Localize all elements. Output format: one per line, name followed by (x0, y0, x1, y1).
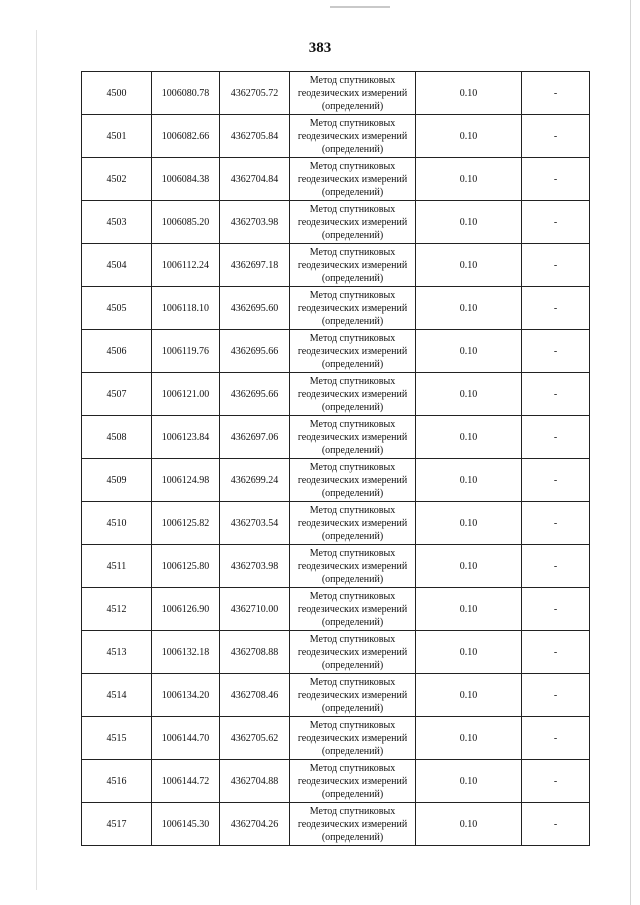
x-coordinate-cell: 1006144.70 (152, 717, 220, 760)
accuracy-cell: 0.10 (416, 115, 522, 158)
accuracy-cell: 0.10 (416, 459, 522, 502)
note-cell: - (522, 459, 590, 502)
x-coordinate-cell: 1006144.72 (152, 760, 220, 803)
table-row (82, 115, 590, 158)
x-coordinate-cell: 1006082.66 (152, 115, 220, 158)
point-number-cell: 4511 (82, 545, 152, 588)
y-coordinate-cell: 4362697.18 (220, 244, 290, 287)
x-coordinate-cell: 1006134.20 (152, 674, 220, 717)
y-coordinate-cell: 4362704.84 (220, 158, 290, 201)
y-coordinate-cell: 4362699.24 (220, 459, 290, 502)
table-row (82, 631, 590, 674)
note-cell: - (522, 201, 590, 244)
note-cell: - (522, 287, 590, 330)
x-coordinate-cell: 1006084.38 (152, 158, 220, 201)
accuracy-cell: 0.10 (416, 287, 522, 330)
point-number-cell: 4500 (82, 72, 152, 115)
accuracy-cell: 0.10 (416, 631, 522, 674)
scan-artifact-right-edge (630, 0, 631, 905)
point-number-cell: 4504 (82, 244, 152, 287)
note-cell: - (522, 717, 590, 760)
table-row (82, 760, 590, 803)
x-coordinate-cell: 1006123.84 (152, 416, 220, 459)
point-number-cell: 4515 (82, 717, 152, 760)
x-coordinate-cell: 1006125.82 (152, 502, 220, 545)
table-row (82, 373, 590, 416)
accuracy-cell: 0.10 (416, 803, 522, 846)
x-coordinate-cell: 1006145.30 (152, 803, 220, 846)
method-cell: Метод спутниковых геодезических измерений (определений) (290, 760, 416, 803)
method-cell: Метод спутниковых геодезических измерений (определений) (290, 459, 416, 502)
note-cell: - (522, 588, 590, 631)
table-row (82, 201, 590, 244)
method-cell: Метод спутниковых геодезических измерений (определений) (290, 158, 416, 201)
point-number-cell: 4505 (82, 287, 152, 330)
y-coordinate-cell: 4362695.66 (220, 373, 290, 416)
method-cell: Метод спутниковых геодезических измерений (определений) (290, 373, 416, 416)
y-coordinate-cell: 4362708.88 (220, 631, 290, 674)
point-number-cell: 4503 (82, 201, 152, 244)
table-body (82, 72, 590, 846)
page-number: 383 (308, 40, 332, 56)
method-cell: Метод спутниковых геодезических измерений (определений) (290, 631, 416, 674)
table-row (82, 244, 590, 287)
method-cell: Метод спутниковых геодезических измерений (определений) (290, 674, 416, 717)
table-row (82, 588, 590, 631)
method-cell: Метод спутниковых геодезических измерений (определений) (290, 115, 416, 158)
y-coordinate-cell: 4362703.54 (220, 502, 290, 545)
note-cell: - (522, 244, 590, 287)
table-row (82, 545, 590, 588)
method-cell: Метод спутниковых геодезических измерений (определений) (290, 201, 416, 244)
point-number-cell: 4501 (82, 115, 152, 158)
x-coordinate-cell: 1006124.98 (152, 459, 220, 502)
accuracy-cell: 0.10 (416, 674, 522, 717)
point-number-cell: 4502 (82, 158, 152, 201)
accuracy-cell: 0.10 (416, 416, 522, 459)
y-coordinate-cell: 4362703.98 (220, 201, 290, 244)
point-number-cell: 4507 (82, 373, 152, 416)
point-number-cell: 4514 (82, 674, 152, 717)
method-cell: Метод спутниковых геодезических измерений (определений) (290, 545, 416, 588)
x-coordinate-cell: 1006119.76 (152, 330, 220, 373)
accuracy-cell: 0.10 (416, 72, 522, 115)
accuracy-cell: 0.10 (416, 545, 522, 588)
point-number-cell: 4506 (82, 330, 152, 373)
accuracy-cell: 0.10 (416, 373, 522, 416)
y-coordinate-cell: 4362695.66 (220, 330, 290, 373)
x-coordinate-cell: 1006126.90 (152, 588, 220, 631)
scan-artifact-top (330, 6, 390, 8)
note-cell: - (522, 72, 590, 115)
y-coordinate-cell: 4362703.98 (220, 545, 290, 588)
note-cell: - (522, 803, 590, 846)
point-number-cell: 4513 (82, 631, 152, 674)
table-row (82, 287, 590, 330)
method-cell: Метод спутниковых геодезических измерений (определений) (290, 330, 416, 373)
accuracy-cell: 0.10 (416, 588, 522, 631)
accuracy-cell: 0.10 (416, 201, 522, 244)
y-coordinate-cell: 4362705.62 (220, 717, 290, 760)
accuracy-cell: 0.10 (416, 330, 522, 373)
table-row (82, 72, 590, 115)
point-number-cell: 4510 (82, 502, 152, 545)
note-cell: - (522, 330, 590, 373)
note-cell: - (522, 373, 590, 416)
method-cell: Метод спутниковых геодезических измерений (определений) (290, 72, 416, 115)
y-coordinate-cell: 4362704.26 (220, 803, 290, 846)
accuracy-cell: 0.10 (416, 760, 522, 803)
note-cell: - (522, 158, 590, 201)
coordinates-table (81, 71, 590, 846)
accuracy-cell: 0.10 (416, 158, 522, 201)
x-coordinate-cell: 1006112.24 (152, 244, 220, 287)
y-coordinate-cell: 4362710.00 (220, 588, 290, 631)
scan-artifact-left-margin (36, 30, 37, 890)
accuracy-cell: 0.10 (416, 502, 522, 545)
point-number-cell: 4508 (82, 416, 152, 459)
method-cell: Метод спутниковых геодезических измерений (определений) (290, 803, 416, 846)
note-cell: - (522, 760, 590, 803)
point-number-cell: 4517 (82, 803, 152, 846)
x-coordinate-cell: 1006125.80 (152, 545, 220, 588)
x-coordinate-cell: 1006118.10 (152, 287, 220, 330)
accuracy-cell: 0.10 (416, 244, 522, 287)
method-cell: Метод спутниковых геодезических измерений (определений) (290, 416, 416, 459)
y-coordinate-cell: 4362704.88 (220, 760, 290, 803)
note-cell: - (522, 115, 590, 158)
point-number-cell: 4516 (82, 760, 152, 803)
point-number-cell: 4509 (82, 459, 152, 502)
y-coordinate-cell: 4362708.46 (220, 674, 290, 717)
y-coordinate-cell: 4362695.60 (220, 287, 290, 330)
table-row (82, 158, 590, 201)
x-coordinate-cell: 1006132.18 (152, 631, 220, 674)
accuracy-cell: 0.10 (416, 717, 522, 760)
table-row (82, 459, 590, 502)
point-number-cell: 4512 (82, 588, 152, 631)
table-row (82, 330, 590, 373)
x-coordinate-cell: 1006085.20 (152, 201, 220, 244)
note-cell: - (522, 416, 590, 459)
table-row (82, 502, 590, 545)
table-row (82, 717, 590, 760)
method-cell: Метод спутниковых геодезических измерений (определений) (290, 588, 416, 631)
note-cell: - (522, 502, 590, 545)
table-row (82, 674, 590, 717)
note-cell: - (522, 631, 590, 674)
method-cell: Метод спутниковых геодезических измерений (определений) (290, 287, 416, 330)
note-cell: - (522, 674, 590, 717)
table-row (82, 803, 590, 846)
y-coordinate-cell: 4362705.72 (220, 72, 290, 115)
method-cell: Метод спутниковых геодезических измерений (определений) (290, 244, 416, 287)
table-row (82, 416, 590, 459)
method-cell: Метод спутниковых геодезических измерений (определений) (290, 502, 416, 545)
y-coordinate-cell: 4362697.06 (220, 416, 290, 459)
method-cell: Метод спутниковых геодезических измерений (определений) (290, 717, 416, 760)
note-cell: - (522, 545, 590, 588)
y-coordinate-cell: 4362705.84 (220, 115, 290, 158)
x-coordinate-cell: 1006121.00 (152, 373, 220, 416)
x-coordinate-cell: 1006080.78 (152, 72, 220, 115)
